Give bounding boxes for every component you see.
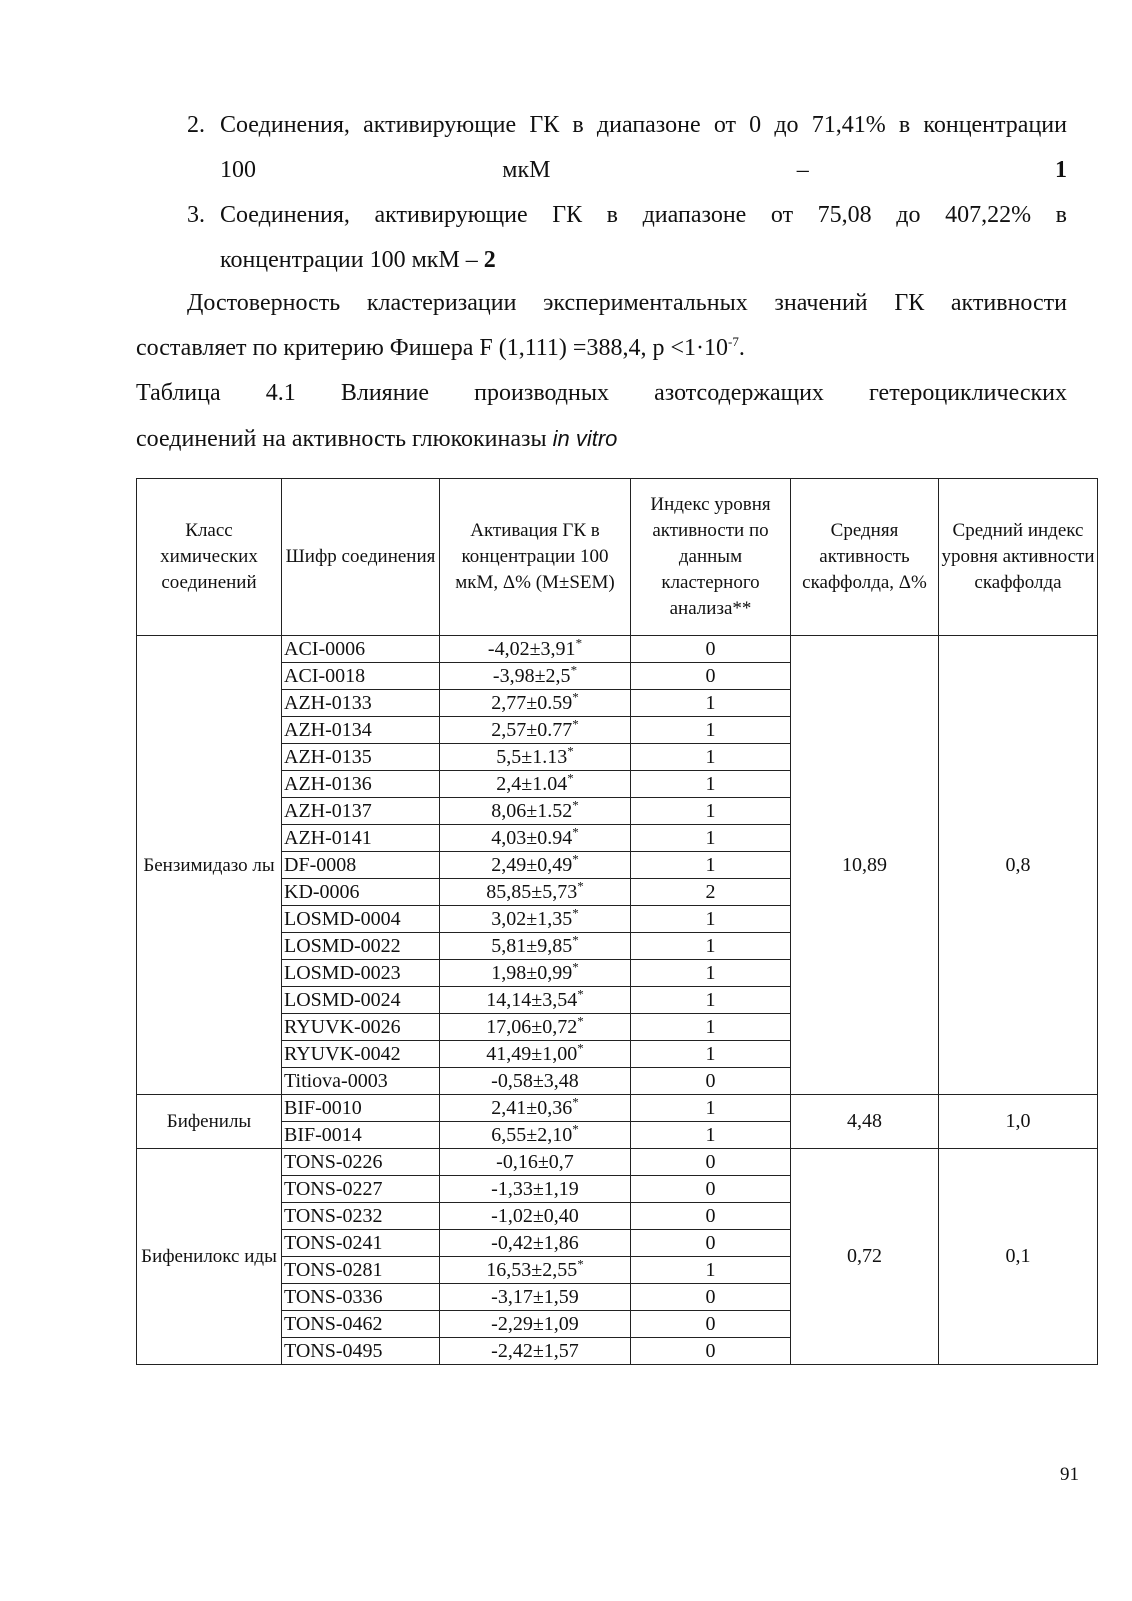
activity-index: 1	[631, 852, 791, 879]
significance-mark: *	[567, 769, 574, 785]
activity-index: 1	[631, 1041, 791, 1068]
activity-index: 1	[631, 744, 791, 771]
header-mean-activity: Средняя активность скаффолда, Δ%	[791, 479, 939, 636]
activity-index: 1	[631, 798, 791, 825]
activation-value: 5,5±1.13*	[440, 744, 631, 771]
significance-mark: *	[577, 1255, 584, 1271]
activity-index: 0	[631, 1338, 791, 1365]
activation-value: -0,16±0,7	[440, 1149, 631, 1176]
activation-value: -2,42±1,57	[440, 1338, 631, 1365]
significance-mark: *	[572, 796, 579, 812]
header-code: Шифр соединения	[282, 479, 440, 636]
significance-mark: *	[570, 661, 578, 677]
significance-mark: *	[577, 877, 584, 893]
table-row	[137, 636, 1098, 663]
activation-value: 3,02±1,35*	[440, 906, 631, 933]
header-activation: Активация ГК в концентрации 100 мкМ, Δ% (M±SEM)	[440, 479, 631, 636]
activation-value: 16,53±2,55*	[440, 1257, 631, 1284]
activity-index: 0	[631, 1311, 791, 1338]
compound-code: TONS-0227	[282, 1176, 440, 1203]
list-number: 3.	[187, 202, 205, 228]
compound-code: RYUVK-0026	[282, 1014, 440, 1041]
significance-mark: *	[572, 1093, 579, 1109]
activity-index: 1	[631, 960, 791, 987]
activity-index: 0	[631, 1230, 791, 1257]
activation-value: -3,17±1,59	[440, 1284, 631, 1311]
list-number: 2.	[187, 112, 205, 138]
activation-value: 2,57±0.77*	[440, 717, 631, 744]
activation-value: 2,49±0,49*	[440, 852, 631, 879]
activation-value: 6,55±2,10*	[440, 1122, 631, 1149]
compound-code: KD-0006	[282, 879, 440, 906]
activity-index: 1	[631, 771, 791, 798]
list-text: Соединения, активирующие ГК в диапазоне от 75,08 до 407,22% в концентрации 100 мкМ – 2	[220, 202, 1067, 273]
table-header-row	[137, 479, 1098, 636]
activation-value: -2,29±1,09	[440, 1311, 631, 1338]
activity-index: 1	[631, 717, 791, 744]
significance-mark: *	[572, 715, 579, 731]
compound-code: LOSMD-0024	[282, 987, 440, 1014]
class-cell: Бифенилокс иды	[137, 1149, 282, 1365]
activity-index: 0	[631, 1149, 791, 1176]
activation-value: 1,98±0,99*	[440, 960, 631, 987]
header-class: Класс химических соединений	[137, 479, 282, 636]
compound-code: AZH-0136	[282, 771, 440, 798]
list-text: Соединения, активирующие ГК в диапазоне от 0 до 71,41% в концентрации 100 мкМ – 1	[220, 112, 1067, 183]
activation-value: -1,02±0,40	[440, 1203, 631, 1230]
compound-code: TONS-0281	[282, 1257, 440, 1284]
activity-index: 1	[631, 1014, 791, 1041]
significance-mark: *	[575, 634, 583, 650]
scaffold-mean-index: 0,8	[939, 636, 1098, 1095]
activation-value: -0,42±1,86	[440, 1230, 631, 1257]
activity-index: 1	[631, 690, 791, 717]
compound-code: TONS-0336	[282, 1284, 440, 1311]
activation-value: 4,03±0.94*	[440, 825, 631, 852]
compound-code: AZH-0137	[282, 798, 440, 825]
compound-code: ACI-0006	[282, 636, 440, 663]
compound-code: RYUVK-0042	[282, 1041, 440, 1068]
compound-code: DF-0008	[282, 852, 440, 879]
significance-mark: *	[567, 742, 574, 758]
activation-value: 85,85±5,73*	[440, 879, 631, 906]
activity-index: 1	[631, 987, 791, 1014]
activation-value: 2,77±0.59*	[440, 690, 631, 717]
activity-index: 1	[631, 825, 791, 852]
significance-mark: *	[572, 904, 579, 920]
compound-code: LOSMD-0022	[282, 933, 440, 960]
compound-code: TONS-0241	[282, 1230, 440, 1257]
compound-code: TONS-0226	[282, 1149, 440, 1176]
activity-index: 0	[631, 663, 791, 690]
compound-code: Titiova-0003	[282, 1068, 440, 1095]
page-number: 91	[1060, 1464, 1079, 1485]
activity-table	[136, 478, 1098, 1365]
activity-index: 1	[631, 933, 791, 960]
activity-index: 0	[631, 1284, 791, 1311]
activity-index: 0	[631, 1203, 791, 1230]
compound-code: BIF-0014	[282, 1122, 440, 1149]
activity-index: 0	[631, 1176, 791, 1203]
compound-code: LOSMD-0004	[282, 906, 440, 933]
activation-value: 14,14±3,54*	[440, 987, 631, 1014]
activation-value: 2,4±1.04*	[440, 771, 631, 798]
activation-value: 17,06±0,72*	[440, 1014, 631, 1041]
scaffold-mean-activity: 4,48	[791, 1095, 939, 1149]
significance-mark: *	[572, 823, 579, 839]
class-cell: Бензимидазо лы	[137, 636, 282, 1095]
compound-code: LOSMD-0023	[282, 960, 440, 987]
activation-value: -0,58±3,48	[440, 1068, 631, 1095]
scaffold-mean-index: 0,1	[939, 1149, 1098, 1365]
activity-index: 0	[631, 636, 791, 663]
activation-value: 2,41±0,36*	[440, 1095, 631, 1122]
activation-value: 41,49±1,00*	[440, 1041, 631, 1068]
class-cell: Бифенилы	[137, 1095, 282, 1149]
significance-mark: *	[572, 931, 579, 947]
significance-mark: *	[572, 850, 579, 866]
table-row	[137, 1149, 1098, 1176]
activation-value: 8,06±1.52*	[440, 798, 631, 825]
compound-code: AZH-0134	[282, 717, 440, 744]
header-mean-index: Средний индекс уровня активности скаффолда	[939, 479, 1098, 636]
activity-index: 1	[631, 1095, 791, 1122]
scaffold-mean-index: 1,0	[939, 1095, 1098, 1149]
table-caption: Таблица 4.1 Влияние производных азотсодержащих гетероциклических соединений на активность глюкокиназы in vitro	[136, 380, 1067, 452]
activity-index: 1	[631, 1257, 791, 1284]
activity-index: 1	[631, 1122, 791, 1149]
significance-mark: *	[577, 985, 584, 1001]
compound-code: AZH-0135	[282, 744, 440, 771]
scaffold-mean-activity: 10,89	[791, 636, 939, 1095]
header-index: Индекс уровня активности по данным кластерного анализа**	[631, 479, 791, 636]
activity-index: 1	[631, 906, 791, 933]
activation-value: 5,81±9,85*	[440, 933, 631, 960]
compound-code: BIF-0010	[282, 1095, 440, 1122]
compound-code: TONS-0232	[282, 1203, 440, 1230]
activation-value: -1,33±1,19	[440, 1176, 631, 1203]
compound-code: TONS-0462	[282, 1311, 440, 1338]
significance-mark: *	[572, 958, 579, 974]
activation-value: -4,02±3,91*	[440, 636, 631, 663]
scaffold-mean-activity: 0,72	[791, 1149, 939, 1365]
compound-code: AZH-0141	[282, 825, 440, 852]
compound-code: AZH-0133	[282, 690, 440, 717]
significance-mark: *	[577, 1012, 584, 1028]
significance-mark: *	[572, 1120, 579, 1136]
significance-mark: *	[577, 1039, 584, 1055]
compound-code: TONS-0495	[282, 1338, 440, 1365]
compound-code: ACI-0018	[282, 663, 440, 690]
activity-index: 2	[631, 879, 791, 906]
reliability-paragraph: Достоверность кластеризации экспериментальных значений ГК активности составляет по критерию Фишера F (1,111) =388,4, $p <1\cdot 10^{-7}$.	[136, 290, 1067, 361]
significance-mark: *	[572, 688, 579, 704]
activation-value: -3,98±2,5*	[440, 663, 631, 690]
activity-index: 0	[631, 1068, 791, 1095]
table-row	[137, 1095, 1098, 1122]
